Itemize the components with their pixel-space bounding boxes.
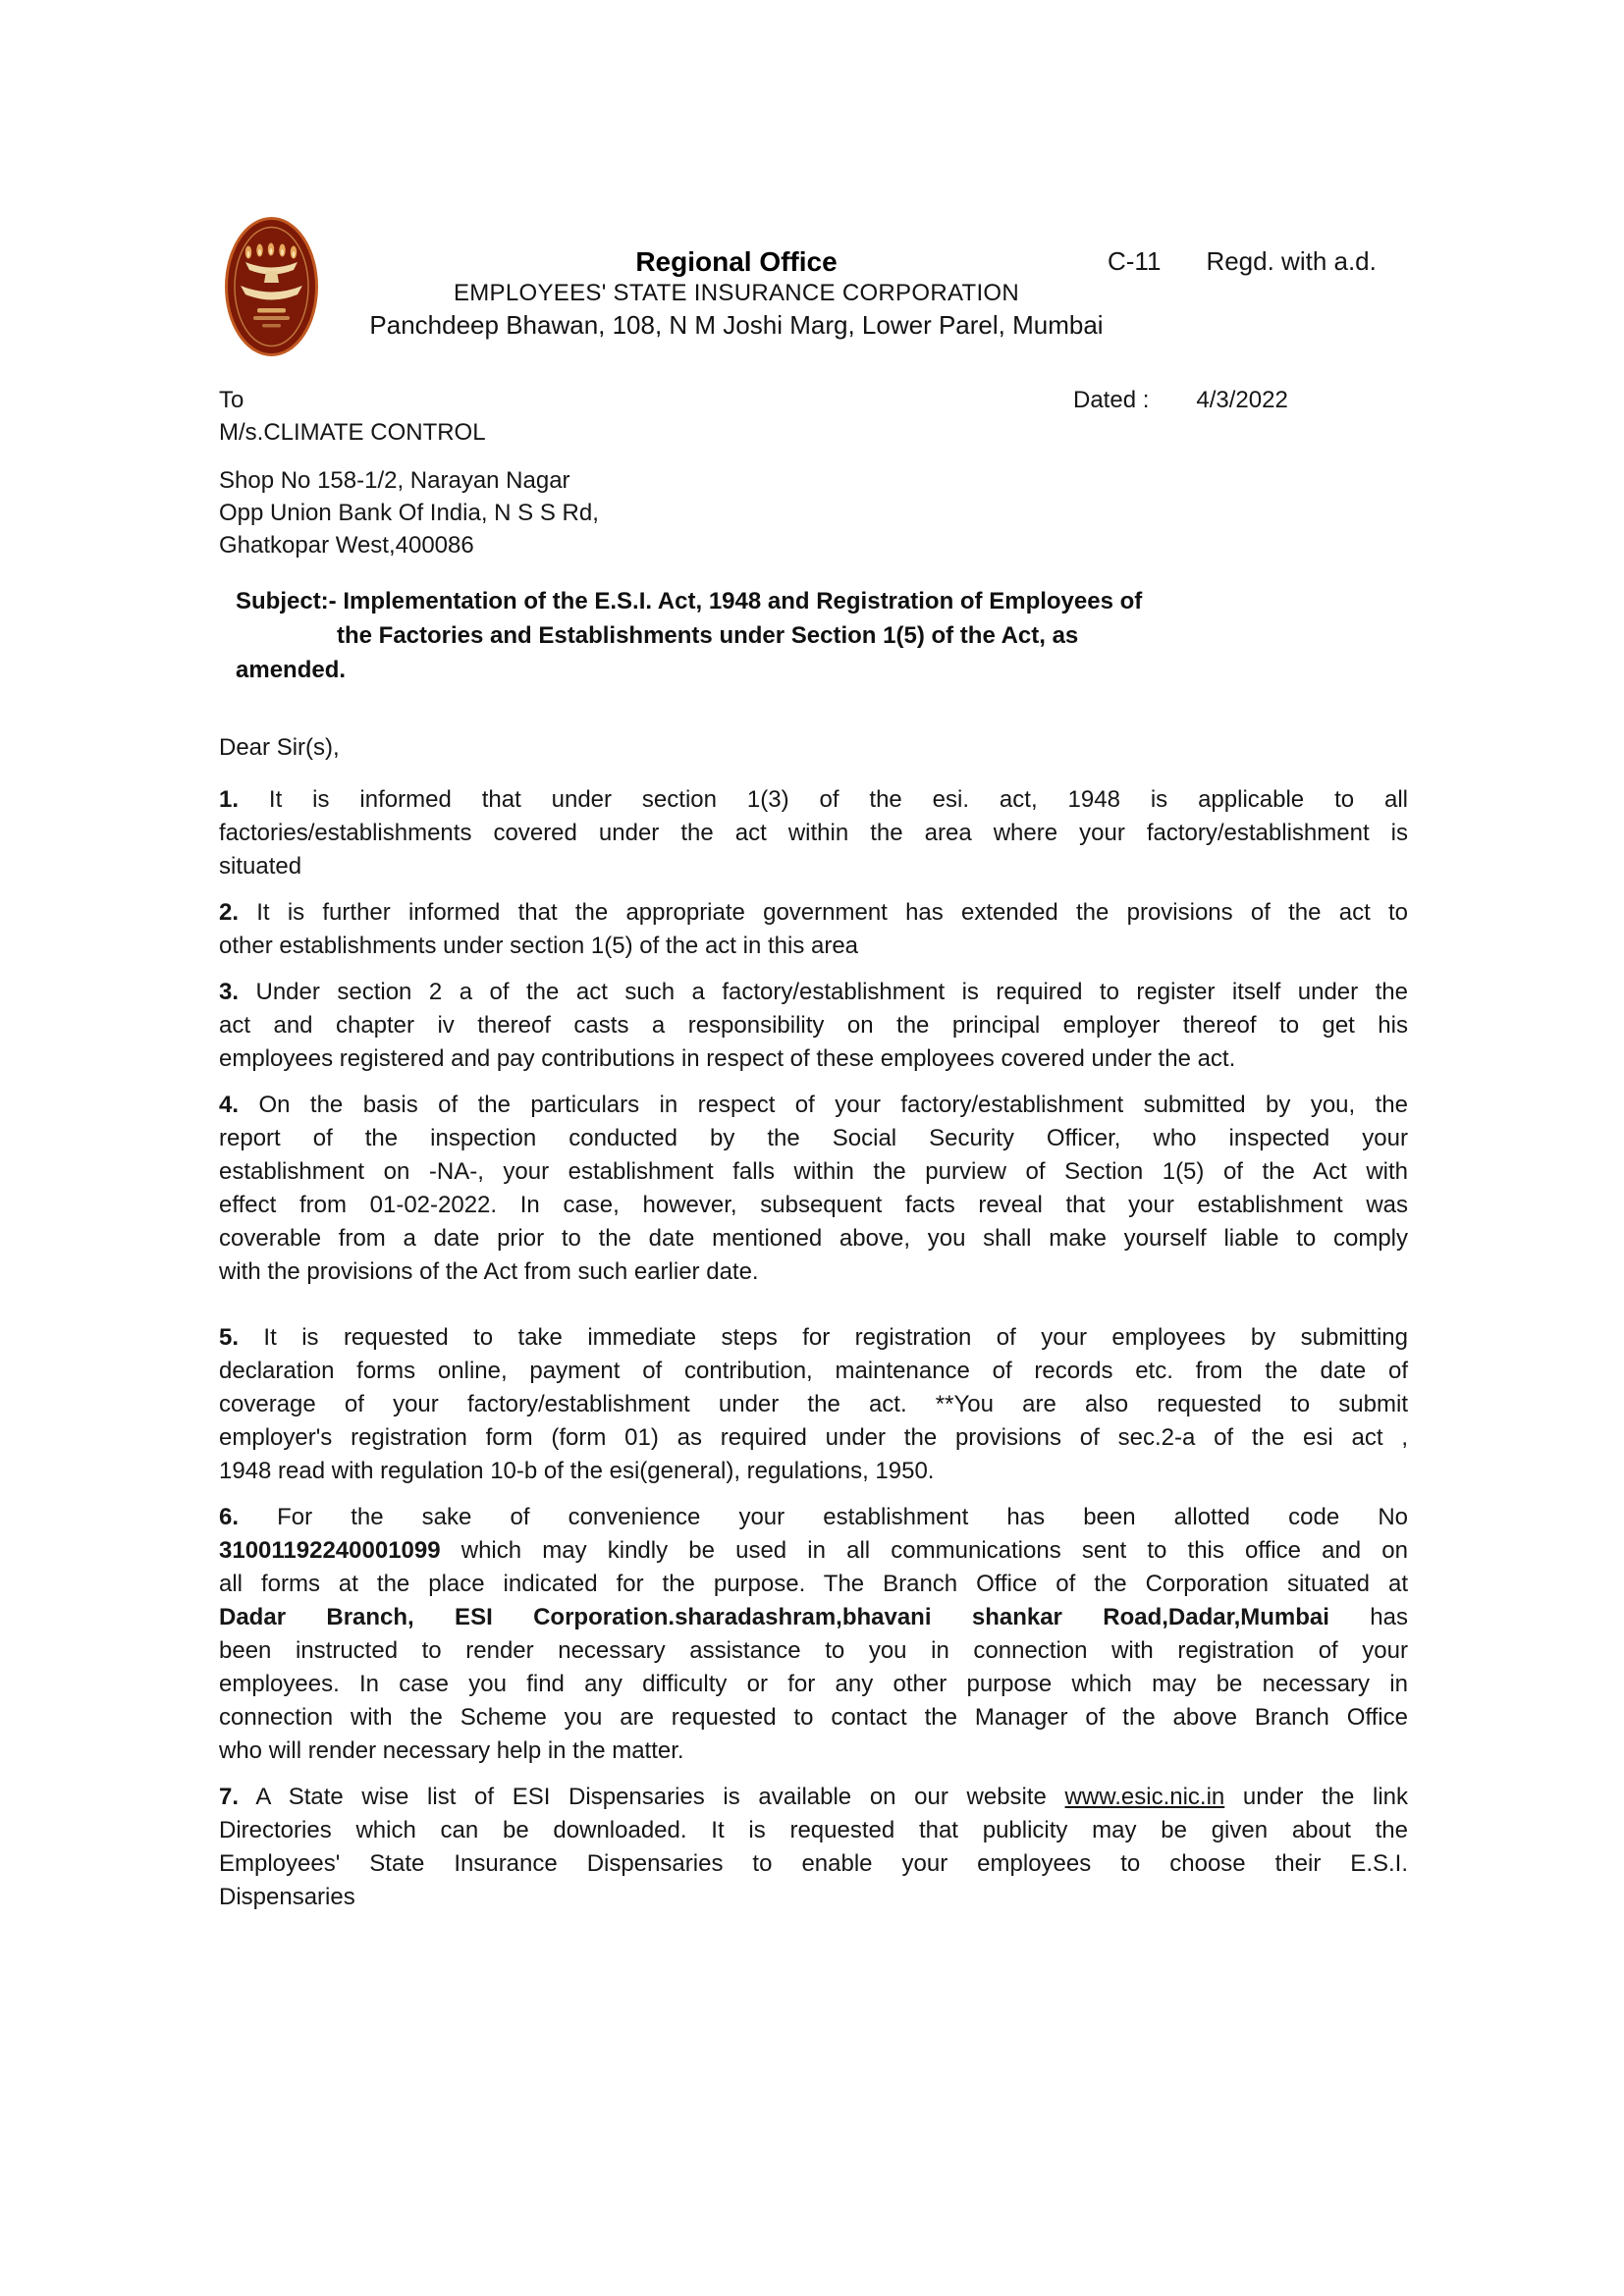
recipient-block	[219, 384, 599, 561]
letter-line	[219, 1501, 1408, 1534]
dated-value: 4/3/2022	[1196, 387, 1288, 413]
text-segment: 1.	[219, 786, 240, 813]
text-segment: 1948 read with regulation 10-b of the esi(general), regulations, 1950.	[219, 1458, 935, 1484]
text-segment: other establishments under section 1(5) of the act in this area	[219, 933, 859, 959]
text-segment: It is further informed that the appropriate government has extended the provisions of the act to	[239, 899, 1408, 926]
paragraph	[219, 1781, 1408, 1914]
letter-body	[219, 783, 1408, 1914]
letter-line	[219, 1568, 1408, 1601]
letter-line	[219, 1355, 1408, 1388]
text-segment: establishment on -NA-, your establishment falls within the purview of Section 1(5) of the Act with	[219, 1158, 1408, 1185]
header-right	[1108, 245, 1377, 278]
letter-line	[219, 1089, 1408, 1122]
text-segment: A State wise list of ESI Dispensaries is available on our website	[239, 1784, 1065, 1810]
paragraph	[219, 1321, 1408, 1488]
subject-block	[236, 584, 1414, 687]
dated-block	[1073, 384, 1288, 416]
text-segment: which may kindly be used in all communications sent to this office and on	[440, 1537, 1408, 1564]
letter-line	[219, 1668, 1408, 1701]
letter-line	[219, 1881, 1408, 1914]
recipient-address-line: Opp Union Bank Of India, N S S Rd,	[219, 500, 599, 526]
text-segment: It is informed that under section 1(3) of the esi. act, 1948 is applicable to all	[239, 786, 1408, 813]
text-segment: On the basis of the particulars in respect of your factory/establishment submitted by you, the	[239, 1092, 1408, 1118]
letter-line	[219, 1388, 1408, 1421]
letter-line	[219, 1042, 1408, 1076]
text-segment: under the link	[1224, 1784, 1408, 1810]
text-segment: act and chapter iv thereof casts a responsibility on the principal employer thereof to get his	[219, 1012, 1408, 1039]
text-segment: Dadar Branch, ESI Corporation.sharadashram,bhavani shankar Road,Dadar,Mumbai	[219, 1604, 1329, 1630]
text-segment: situated	[219, 853, 302, 880]
letter-line	[219, 1735, 1408, 1768]
letter-line	[219, 1222, 1408, 1255]
paragraph	[219, 896, 1408, 963]
letter-line	[219, 1122, 1408, 1155]
text-segment: employer's registration form (form 01) as required under the provisions of sec.2-a of the esi act ,	[219, 1424, 1408, 1451]
text-segment: coverable from a date prior to the date mentioned above, you shall make yourself liable to comply	[219, 1225, 1408, 1252]
office-title: Regional Office	[635, 246, 838, 277]
letter-line	[219, 1009, 1408, 1042]
paragraph	[219, 976, 1408, 1076]
letter-line	[219, 783, 1408, 817]
text-segment: who will render necessary help in the matter.	[219, 1737, 684, 1764]
text-segment: with the provisions of the Act from such earlier date.	[219, 1258, 759, 1285]
letter-line	[219, 817, 1408, 850]
text-segment: connection with the Scheme you are requested to contact the Manager of the above Branch Office	[219, 1704, 1408, 1731]
text-segment: been instructed to render necessary assistance to you in connection with registration of your	[219, 1637, 1408, 1664]
letter-line	[219, 1781, 1408, 1814]
letter-line	[219, 1255, 1408, 1289]
recipient-address-line: Shop No 158-1/2, Narayan Nagar	[219, 467, 570, 494]
subject-line-2: the Factories and Establishments under Section 1(5) of the Act, as	[337, 622, 1079, 649]
letter-line	[219, 896, 1408, 930]
text-segment: 4.	[219, 1092, 240, 1118]
text-segment: 31001192240001099	[219, 1537, 441, 1564]
text-segment: coverage of your factory/establishment under the act. **You are also requested to submit	[219, 1391, 1408, 1417]
regd-note: Regd. with a.d.	[1206, 246, 1377, 276]
letter-line	[219, 1601, 1408, 1634]
text-segment: It is requested to take immediate steps for registration of your employees by submitting	[239, 1324, 1408, 1351]
text-segment: 5.	[219, 1324, 240, 1351]
recipient-address-line: Ghatkopar West,400086	[219, 532, 474, 559]
text-segment: 7.	[219, 1784, 240, 1810]
esic-website-link[interactable]: www.esic.nic.in	[1064, 1784, 1225, 1810]
letter-line	[219, 1634, 1408, 1668]
text-segment: all forms at the place indicated for the purpose. The Branch Office of the Corporation situated at	[219, 1571, 1408, 1597]
letter-line	[219, 976, 1408, 1009]
dated-label: Dated :	[1073, 387, 1150, 413]
org-address: Panchdeep Bhawan, 108, N M Joshi Marg, Lower Parel, Mumbai	[369, 310, 1104, 340]
letter-line	[219, 1421, 1408, 1455]
form-code: C-11	[1108, 246, 1162, 276]
paragraph	[219, 1089, 1408, 1289]
recipient-address	[219, 464, 599, 561]
letter-line	[219, 1155, 1408, 1189]
letter-line	[219, 1814, 1408, 1847]
letter-line	[219, 1847, 1408, 1881]
text-segment: effect from 01-02-2022. In case, however, subsequent facts reveal that your establishment was	[219, 1192, 1408, 1218]
paragraph	[219, 783, 1408, 883]
salutation: Dear Sir(s),	[219, 734, 340, 761]
letter-line	[219, 930, 1408, 963]
letter-line	[219, 1455, 1408, 1488]
letter-line	[219, 1701, 1408, 1735]
letter-line	[219, 1534, 1408, 1568]
text-segment: Dispensaries	[219, 1884, 355, 1910]
letter-line	[219, 1321, 1408, 1355]
text-segment: Directories which can be downloaded. It is requested that publicity may be given about the	[219, 1817, 1408, 1843]
text-segment: 2.	[219, 899, 240, 926]
text-segment: Employees' State Insurance Dispensaries to enable your employees to choose their E.S.I.	[219, 1850, 1408, 1877]
text-segment: Under section 2 a of the act such a factory/establishment is required to register itself under the	[239, 979, 1408, 1005]
subject-line-3: amended.	[236, 657, 347, 683]
recipient-name: M/s.CLIMATE CONTROL	[219, 419, 486, 446]
text-segment: report of the inspection conducted by the Social Security Officer, who inspected your	[219, 1125, 1408, 1151]
subject-line-1: Subject:- Implementation of the E.S.I. Act, 1948 and Registration of Employees of	[236, 588, 1143, 614]
to-label: To	[219, 387, 244, 413]
text-segment: has	[1328, 1604, 1408, 1630]
text-segment: 3.	[219, 979, 240, 1005]
paragraph	[219, 1501, 1408, 1768]
letter-line	[219, 1189, 1408, 1222]
text-segment: employees. In case you find any difficulty or for any other purpose which may be necessary in	[219, 1671, 1408, 1697]
org-name: EMPLOYEES' STATE INSURANCE CORPORATION	[453, 280, 1020, 306]
text-segment: declaration forms online, payment of contribution, maintenance of records etc. from the date of	[219, 1358, 1408, 1384]
text-segment: For the sake of convenience your establishment has been allotted code No	[239, 1504, 1408, 1530]
text-segment: factories/establishments covered under the act within the area where your factory/establishment is	[219, 820, 1408, 846]
letter-line	[219, 850, 1408, 883]
text-segment: employees registered and pay contributions in respect of these employees covered under the act.	[219, 1045, 1236, 1072]
letter-head	[226, 245, 1247, 342]
text-segment: 6.	[219, 1504, 240, 1530]
